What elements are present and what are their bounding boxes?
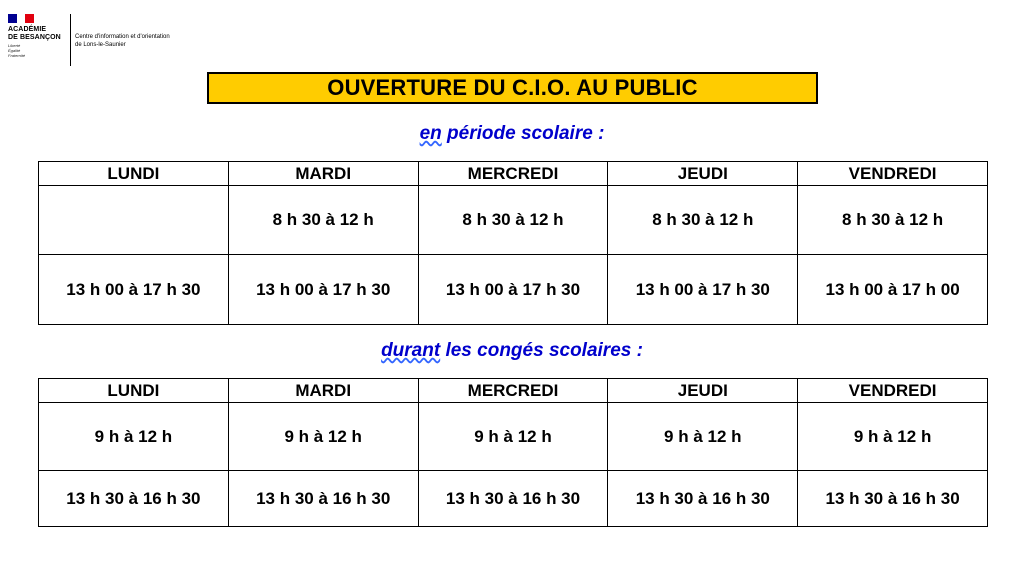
academy-emblem: [8, 14, 66, 58]
schedule-table-school-period: [38, 161, 988, 325]
motto-line-1: Liberté: [8, 43, 21, 48]
logo-divider: [70, 14, 71, 66]
morning-hours-cell: 9 h à 12 h: [228, 403, 418, 471]
day-header: LUNDI: [39, 379, 229, 403]
morning-hours-cell: [39, 186, 229, 255]
academy-name-line-1: ACADÉMIE: [8, 26, 47, 33]
morning-hours-cell: 8 h 30 à 12 h: [418, 186, 608, 255]
afternoon-hours-cell: 13 h 00 à 17 h 30: [418, 255, 608, 325]
schedule-table-school-holidays: [38, 378, 988, 527]
day-header: JEUDI: [608, 162, 798, 186]
morning-hours-cell: 8 h 30 à 12 h: [228, 186, 418, 255]
afternoon-row: [39, 255, 988, 325]
republic-motto: [8, 43, 66, 58]
academy-name-line-2: DE BESANÇON: [8, 34, 61, 41]
motto-line-2: Égalité: [8, 48, 21, 53]
subtitle-text: période scolaire :: [441, 123, 605, 144]
afternoon-hours-cell: 13 h 30 à 16 h 30: [418, 471, 608, 527]
academy-logo: [8, 14, 195, 66]
day-header: MARDI: [228, 162, 418, 186]
day-header: LUNDI: [39, 162, 229, 186]
morning-hours-cell: 9 h à 12 h: [608, 403, 798, 471]
afternoon-hours-cell: 13 h 30 à 16 h 30: [798, 471, 988, 527]
day-header: VENDREDI: [798, 379, 988, 403]
morning-hours-cell: 9 h à 12 h: [39, 403, 229, 471]
cio-name-line-1: Centre d'information et d'orientation: [75, 34, 170, 40]
day-header: JEUDI: [608, 379, 798, 403]
section-subtitle-school-period: [0, 123, 1024, 145]
cio-name: [75, 33, 195, 49]
day-header: MERCREDI: [418, 162, 608, 186]
afternoon-hours-cell: 13 h 00 à 17 h 30: [39, 255, 229, 325]
afternoon-hours-cell: 13 h 30 à 16 h 30: [608, 471, 798, 527]
afternoon-hours-cell: 13 h 00 à 17 h 30: [608, 255, 798, 325]
afternoon-hours-cell: 13 h 00 à 17 h 00: [798, 255, 988, 325]
morning-hours-cell: 8 h 30 à 12 h: [608, 186, 798, 255]
table-header-row: [39, 379, 988, 403]
french-flag-icon: [8, 14, 34, 23]
subtitle-keyword: durant: [381, 340, 441, 361]
afternoon-row: [39, 471, 988, 527]
afternoon-hours-cell: 13 h 30 à 16 h 30: [228, 471, 418, 527]
table-header-row: [39, 162, 988, 186]
section-subtitle-school-holidays: [0, 340, 1024, 362]
academy-name: [8, 26, 66, 42]
motto-line-3: Fraternité: [8, 53, 26, 58]
afternoon-hours-cell: 13 h 00 à 17 h 30: [228, 255, 418, 325]
subtitle-keyword: en: [419, 123, 442, 144]
morning-row: [39, 403, 988, 471]
day-header: VENDREDI: [798, 162, 988, 186]
subtitle-text: les congés scolaires :: [440, 340, 643, 361]
page-title: OUVERTURE DU C.I.O. AU PUBLIC: [207, 72, 818, 104]
afternoon-hours-cell: 13 h 30 à 16 h 30: [39, 471, 229, 527]
morning-hours-cell: 9 h à 12 h: [418, 403, 608, 471]
morning-hours-cell: 9 h à 12 h: [798, 403, 988, 471]
day-header: MERCREDI: [418, 379, 608, 403]
morning-hours-cell: 8 h 30 à 12 h: [798, 186, 988, 255]
day-header: MARDI: [228, 379, 418, 403]
morning-row: [39, 186, 988, 255]
cio-name-line-2: de Lons-le-Saunier: [75, 42, 126, 48]
